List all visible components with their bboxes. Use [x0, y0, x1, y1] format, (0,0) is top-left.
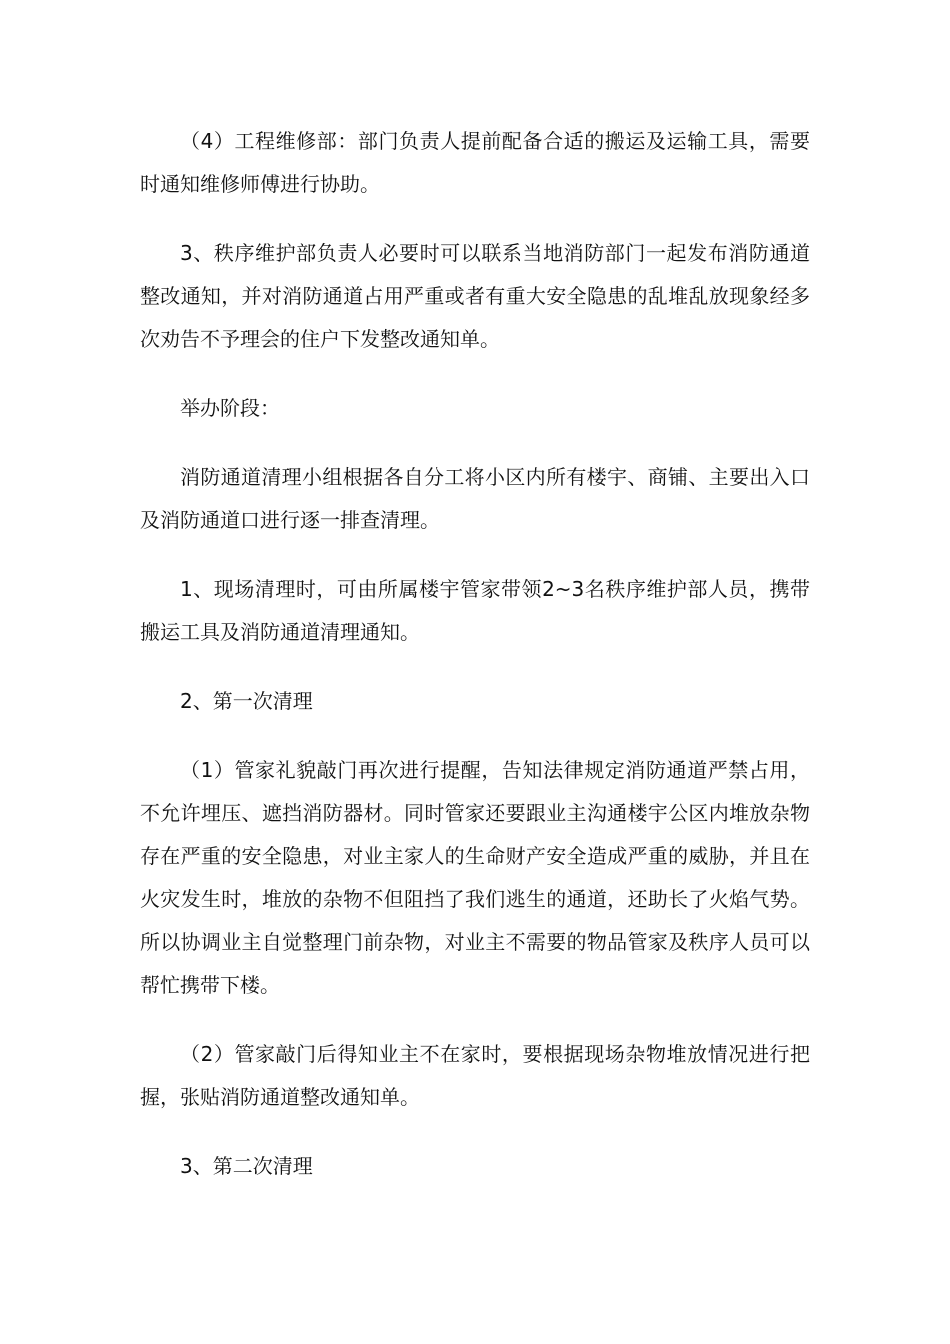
heading-first-cleanup: 2、第一次清理 [180, 689, 313, 713]
heading-second-cleanup: 3、第二次清理 [180, 1154, 313, 1178]
paragraph-first-cleanup-2: （2）管家敲门后得知业主不在家时，要根据现场杂物堆放情况进行把握，张贴消防通道整改通知单。 [140, 1042, 810, 1109]
paragraph-engineering-dept: （4）工程维修部：部门负责人提前配备合适的搬运及运输工具，需要时通知维修师傅进行协助。 [140, 129, 810, 196]
document-body [140, 120, 810, 1214]
paragraph-first-cleanup-1: （1）管家礼貌敲门再次进行提醒，告知法律规定消防通道严禁占用，不允许埋压、遮挡消防器材。同时管家还要跟业主沟通楼宇公区内堆放杂物存在严重的安全隐患，对业主家人的生命财产安全造成严重的威胁，并且在火灾发生时，堆放的杂物不但阻挡了我们逃生的通道，还助长了火焰气势。所以协调业主自觉整理门前杂物，对业主不需要的物品管家及秩序人员可以帮忙携带下楼。 [140, 758, 810, 997]
paragraph-cleanup-team: 消防通道清理小组根据各自分工将小区内所有楼宇、商铺、主要出入口及消防通道口进行逐一排查清理。 [140, 465, 810, 532]
paragraph-order-dept-notice: 3、秩序维护部负责人必要时可以联系当地消防部门一起发布消防通道整改通知，并对消防通道占用严重或者有重大安全隐患的乱堆乱放现象经多次劝告不予理会的住户下发整改通知单。 [140, 241, 810, 351]
paragraph-onsite-cleanup: 1、现场清理时，可由所属楼宇管家带领2~3名秩序维护部人员，携带搬运工具及消防通道清理通知。 [140, 577, 810, 644]
heading-execution-stage: 举办阶段： [180, 396, 280, 420]
